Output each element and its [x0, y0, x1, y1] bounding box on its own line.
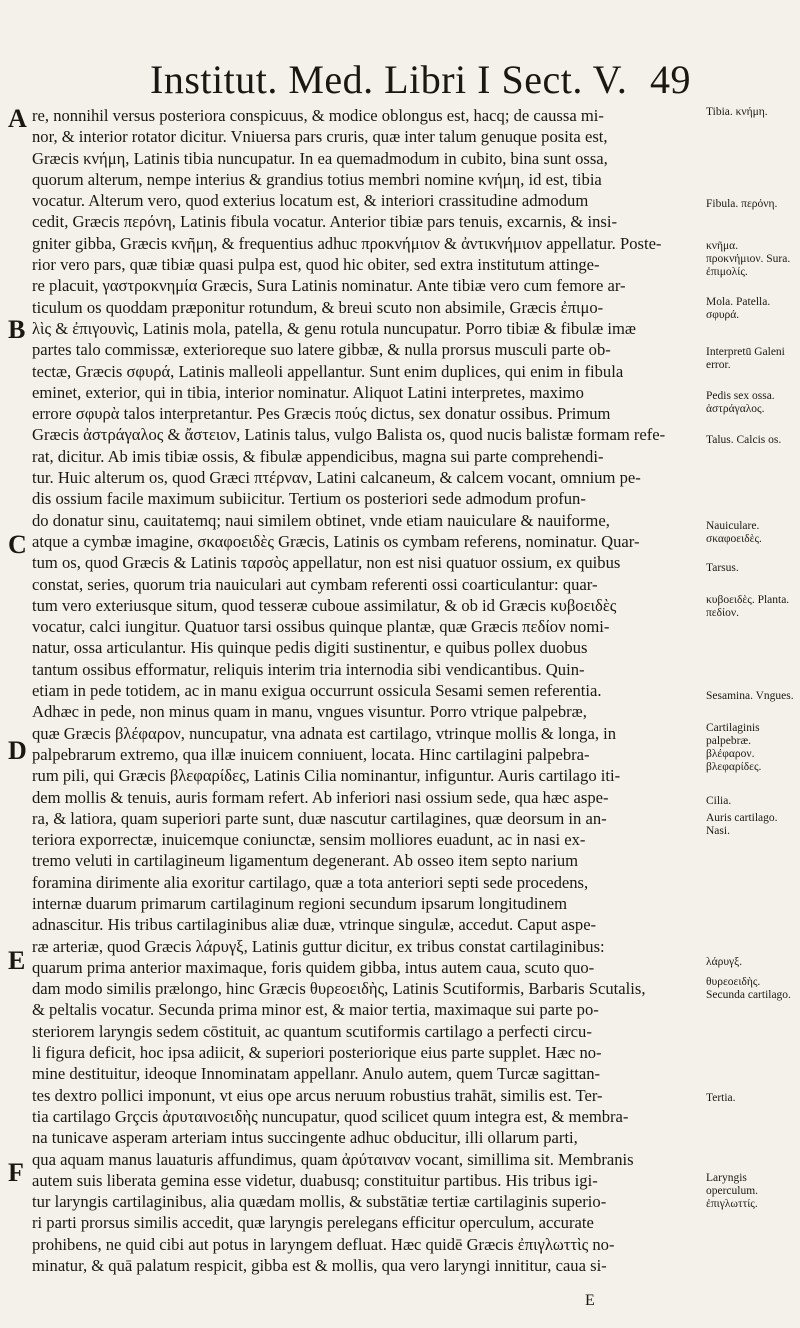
- text-line: adnascitur. His tribus cartilaginibus aliæ duæ, vtrinque singulæ, accedut. Caput aspe-: [32, 915, 597, 935]
- text-line: tur laryngis cartilaginibus, alia quædam mollis, & substātiæ tertiæ cartilaginis superio-: [32, 1192, 607, 1212]
- text-line: teriora exporrectæ, inuicemque coniunctæ, sensim molliores euadunt, ac in nasi ex-: [32, 830, 586, 850]
- marginal-note: Cartilaginis palpebræ. βλέφαρον. βλεφαρίδες.: [706, 722, 762, 773]
- text-line: dis ossium facile maximum subiicitur. Tertium os posteriori sede admodum profun-: [32, 489, 586, 509]
- text-line: Græcis κνήμη, Latinis tibia nuncupatur. In ea quemadmodum in cubito, bina sunt ossa,: [32, 148, 608, 168]
- text-line: gniter gibba, Græcis κνῆμη, & frequentius adhuc προκνήμιον & ἀντικνήμιον appellatur. Poste-: [32, 233, 662, 253]
- text-line: foramina dirimente alia exoritur cartilago, quæ a tota anteriori septi sede procedens,: [32, 872, 589, 892]
- margin-letter-c: C: [8, 530, 27, 559]
- text-line: steriorem laryngis sedem cōstituit, ac quantum scutiformis cartilago a perfecti circu-: [32, 1021, 592, 1041]
- text-line: λὶς & ἐπιγουνὶς, Latinis mola, patella, & genu rotula nuncupatur. Porro tibiæ & fibulæ imæ: [32, 318, 636, 338]
- text-line: quæ Græcis βλέφαρον, nuncupatur, vna adnata est cartilago, vtrinque mollis & longa, in: [32, 723, 617, 743]
- running-header: [150, 55, 710, 105]
- marginal-note: θυρεοειδὴς. Secunda cartilago.: [706, 976, 791, 1001]
- marginal-note: Nauiculare. σκαφοειδὲς.: [706, 520, 762, 545]
- text-line: re placuit, γαστροκνημία Græcis, Sura Latinis nominatur. Ante tibiæ vero cum femore ar-: [32, 276, 626, 296]
- text-line: palpebrarum extremo, qua illæ inuicem conniuent, locata. Hinc cartilagini palpebra-: [32, 744, 590, 764]
- marginal-note: Cilia.: [706, 795, 732, 807]
- marginal-note: Auris cartilago. Nasi.: [706, 812, 778, 837]
- text-line: Adhæc in pede, non minus quam in manu, vngues visuntur. Porro vtrique palpebræ,: [32, 702, 587, 722]
- page-number: 49: [650, 57, 691, 102]
- text-line: & peltalis vocatur. Secunda prima minor est, & maior tertia, maximaque sui parte po-: [32, 1000, 599, 1020]
- text-line: autem suis liberata gemina esse videtur, duabusq; constituitur partibus. His tribus igi-: [32, 1170, 598, 1190]
- marginal-note: κυβοειδὲς. Planta. πεδίον.: [706, 594, 790, 619]
- margin-letter-d: D: [8, 736, 27, 765]
- text-line: tum vero exteriusque situm, quod tesseræ cuboue assimilatur, & ob id Græcis κυβοειδὲς: [32, 595, 617, 615]
- marginal-note: Pedis sex ossa. ἀστράγαλος.: [706, 390, 775, 415]
- text-line: mine destituitur, ideoque Innominatam appellanr. Anulo autem, quem Turcæ sagittan-: [32, 1064, 601, 1084]
- text-line: prohibens, ne quid cibi aut potus in laryngem defluat. Hæc quidē Græcis ἐπιγλωττὶς no-: [32, 1234, 615, 1254]
- margin-letter-e: E: [8, 946, 26, 975]
- text-line: tes dextro pollici imponunt, vt eius ope arcus neruum robustius trahāt, similis est. Ter-: [32, 1085, 603, 1105]
- marginal-note: Tertia.: [706, 1092, 736, 1104]
- text-line: tum os, quod Græcis & Latinis ταρσὸς appellatur, non est nisi quatuor ossium, ex quibus: [32, 553, 621, 573]
- text-line: ræ arteriæ, quod Græcis λάρυγξ, Latinis guttur dicitur, ex tribus constat cartilaginibus:: [32, 936, 605, 956]
- text-line: atque a cymbæ imagine, σκαφοειδὲς Græcis, Latinis os cymbam referens, nominatur. Quar-: [32, 531, 640, 551]
- text-line: do donatur sinu, cauitatemq; naui similem obtinet, vnde etiam nauiculare & nauiforme,: [32, 510, 610, 530]
- marginal-note: Talus. Calcis os.: [706, 434, 782, 446]
- text-line: rum pili, qui Græcis βλεφαρίδες, Latinis Cilia nominantur, infiguntur. Auris cartilago iti-: [32, 766, 621, 786]
- text-line: ticulum os quoddam præponitur rotundum, & breui scuto non absimile, Græcis ἐπιμο-: [32, 297, 604, 317]
- text-line: na tunicave asperam arteriam intus succingente adhuc obducitur, illi ollarum parti,: [32, 1128, 578, 1148]
- text-line: dem mollis & tenuis, auris formam refert. Ab inferiori nasi ossium sede, qua hæc aspe-: [32, 787, 609, 807]
- text-line: tremo veluti in cartilagineum ligamentum degenerant. Ab osseo item septo narium: [32, 851, 579, 871]
- marginal-note: Interpretū Galeni error.: [706, 346, 785, 371]
- running-title: Institut. Med. Libri I Sect. V.: [150, 57, 628, 102]
- text-line: re, nonnihil versus posteriora conspicuus, & modice oblongus est, hacq; de caussa mi-: [32, 106, 604, 125]
- text-line: tia cartilago Grçcis ἀρυταινοειδὴς nuncupatur, quod scilicet quum integra est, & membra-: [32, 1106, 629, 1126]
- text-line: nor, & interior rotator dicitur. Vniuersa pars cruris, quæ inter talum genuque posita est,: [32, 127, 608, 147]
- main-text: [32, 105, 712, 1276]
- text-line: errore σφυρὰ talos interpretantur. Pes Græcis πούς dictus, sex donatur ossibus. Primum: [32, 404, 611, 424]
- text-line: quarum prima anterior maximaque, foris quidem gibba, intus autem caua, scuto quo-: [32, 957, 595, 977]
- margin-letter-f: F: [8, 1158, 24, 1187]
- text-line: li figura deficit, hoc ipsa adiicit, & superiori posteriorique eius parte supplet. Hæc no-: [32, 1043, 602, 1063]
- text-line: vocatur. Alterum vero, quod exterius locatum est, & interiori crassitudine admodum: [32, 191, 589, 211]
- marginal-note: κνῆμα. προκνήμιον. Sura. ἐπιμολίς.: [706, 240, 791, 278]
- text-line: etiam in pede totidem, ac in manu exigua occurrunt ossicula Sesami semen referentia.: [32, 681, 602, 701]
- margin-letter-a: A: [8, 104, 27, 133]
- text-line: dam modo similis prælongo, hinc Græcis θυρεοειδὴς, Latinis Scutiformis, Barbaris Scutalis,: [32, 979, 646, 999]
- marginal-note: Tibia. κνήμη.: [706, 106, 768, 118]
- marginal-note: Mola. Patella. σφυρά.: [706, 296, 771, 321]
- text-line: qua aquam manus lauaturis affundimus, quam ἀρύταιναν vocant, simillima sit. Membranis: [32, 1149, 634, 1169]
- text-line: eminet, exterior, qui in tibia, interior nominatur. Aliquot Latini interpretes, maximo: [32, 382, 584, 402]
- text-line: constat, series, quorum tria nauiculari aut cymbam referenti ossi coarticulantur: quar-: [32, 574, 598, 594]
- text-line: quorum alterum, nempe interius & grandius totius membri nomine κνήμη, id est, tibia: [32, 169, 602, 189]
- text-line: rior vero pars, quæ tibiæ quasi pulpa est, quod hic obiter, sed extra institutum attinge-: [32, 255, 600, 275]
- text-line: tur. Huic alterum os, quod Græci πτέρναν, Latini calcaneum, & calcem vocant, omnium pe-: [32, 468, 641, 488]
- text-line: minatur, & quā palatum respicit, gibba est & mollis, qua vero laryngi innititur, caua si-: [32, 1256, 607, 1276]
- text-line: Græcis ἀστράγαλος & ἄστειον, Latinis talus, vulgo Balista os, quod nucis balistæ formam refe-: [32, 425, 666, 445]
- signature-mark: E: [585, 1292, 595, 1309]
- marginal-note: Fibula. περόνη.: [706, 198, 778, 210]
- text-line: rat, dicitur. Ab imis tibiæ ossis, & fibulæ appendicibus, magna sui parte comprehendi-: [32, 446, 604, 466]
- marginal-note: Tarsus.: [706, 562, 739, 574]
- text-line: tectæ, Græcis σφυρά, Latinis malleoli appellantur. Sunt enim duplices, qui enim in fibula: [32, 361, 624, 381]
- text-line: vocatur, calci iungitur. Quatuor tarsi ossibus quinque plantæ, quæ Græcis πεδίον nomi-: [32, 617, 610, 637]
- text-line: ri parti prorsus similis accedit, quæ laryngis perelegans efficitur operculum, accurate: [32, 1213, 594, 1233]
- text-line: internæ duarum primarum cartilaginum regioni secundum ipsarum longitudinem: [32, 893, 568, 913]
- marginal-note: Laryngis operculum. ἐπιγλωττίς.: [706, 1172, 759, 1210]
- text-line: partes talo commissæ, exterioreque suo latere gibbæ, & nulla prorsus musculi parte ob-: [32, 340, 611, 360]
- text-line: ra, & latiora, quam superiori parte sunt, duæ nascutur cartilagines, quæ deorsum in an-: [32, 808, 607, 828]
- text-line: cedit, Græcis περόνη, Latinis fibula vocatur. Anterior tibiæ pars tenuis, excarnis, & insi-: [32, 212, 617, 232]
- text-line: tantum ossibus efformatur, reliquis interim tria internodia sibi vendicantibus. Quin-: [32, 659, 585, 679]
- marginal-note: Sesamina. Vngues.: [706, 690, 794, 702]
- text-line: natur, ossa articulantur. His quinque pedis digiti sustinentur, e quibus pollex duobus: [32, 638, 588, 658]
- marginal-note: λάρυγξ.: [706, 956, 743, 968]
- margin-letter-b: B: [8, 315, 26, 344]
